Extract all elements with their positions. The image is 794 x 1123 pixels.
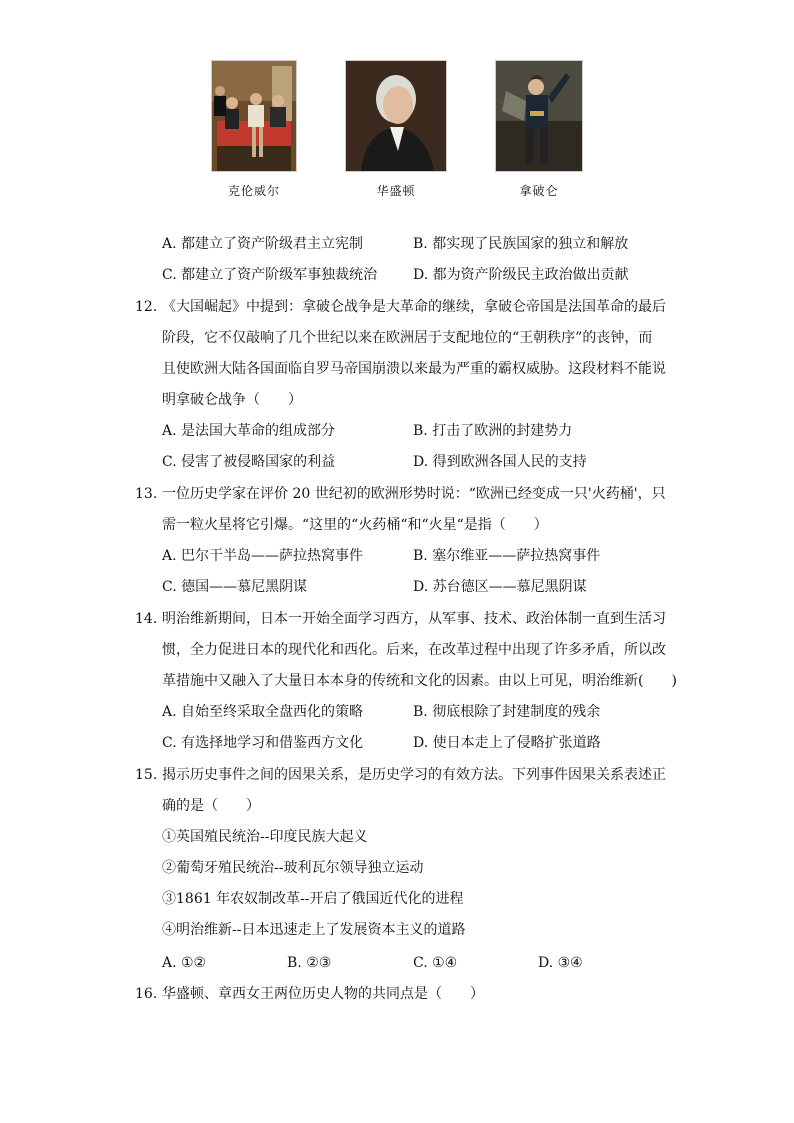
- figure-cromwell: [211, 60, 297, 198]
- q15-item-1: ①英国殖民统治--印度民族大起义: [162, 829, 368, 845]
- q15-option-a: A. ①②: [162, 955, 207, 971]
- q12-line-4: 明拿破仑战争（ ）: [162, 392, 302, 408]
- q14-number: 14.: [135, 611, 158, 627]
- q11-option-c: C. 都建立了资产阶级军事独裁统治: [162, 267, 378, 283]
- q14-line-1: 明治维新期间，日本一开始全面学习西方，从军事、技术、政治体制一直到生活习: [162, 611, 666, 627]
- q14-option-b: B. 彻底根除了封建制度的残余: [413, 704, 601, 720]
- caption-washington: 华盛顿: [376, 184, 416, 198]
- q12-option-d: D. 得到欧洲各国人民的支持: [413, 454, 587, 470]
- q12-line-2: 阶段，它不仅敲响了几个世纪以来在欧洲居于支配地位的“王朝秩序”的丧钟，而: [162, 330, 653, 346]
- washington-portrait: [345, 60, 447, 172]
- q14-line-3: 革措施中又融入了大量日本本身的传统和文化的因素。由以上可见，明治维新( ): [162, 673, 677, 689]
- q16-line-1: 华盛顿、章西女王两位历史人物的共同点是（ ）: [162, 986, 484, 1002]
- q14-line-2: 惯，全力促进日本的现代化和西化。后来，在改革过程中出现了许多矛盾，所以改: [162, 642, 666, 658]
- q13-option-c: C. 德国——慕尼黑阴谋: [162, 579, 308, 595]
- q14-option-d: D. 使日本走上了侵略扩张道路: [413, 735, 601, 751]
- q14-option-a: A. 自始至终采取全盘西化的策略: [162, 704, 364, 720]
- cromwell-painting: [211, 60, 297, 172]
- q13-option-d: D. 苏台德区——慕尼黑阴谋: [413, 579, 587, 595]
- q15-item-4: ④明治维新--日本迅速走上了发展资本主义的道路: [162, 922, 466, 938]
- q12-option-c: C. 侵害了被侵略国家的利益: [162, 454, 336, 470]
- q12-number: 12.: [135, 299, 158, 315]
- q11-option-b: B. 都实现了民族国家的独立和解放: [413, 236, 629, 252]
- q15-item-2: ②葡萄牙殖民统治--玻利瓦尔领导独立运动: [162, 860, 424, 876]
- q13-line-2: 需一粒火星将它引爆。“这里的“火药桶“和“火星“是指（ ）: [162, 517, 548, 533]
- q13-option-a: A. 巴尔干半岛——萨拉热窝事件: [162, 548, 364, 564]
- q12-option-b: B. 打击了欧洲的封建势力: [413, 423, 573, 439]
- q13-number: 13.: [135, 486, 158, 502]
- q12-line-3: 且使欧洲大陆各国面临自罗马帝国崩溃以来最为严重的霸权威胁。这段材料不能说: [162, 361, 666, 377]
- q11-option-a: A. 都建立了资产阶级君主立宪制: [162, 236, 364, 252]
- napoleon-painting: [495, 60, 583, 172]
- q15-number: 15.: [135, 767, 158, 783]
- q12-line-1: 《大国崛起》中提到：拿破仑战争是大革命的继续，拿破仑帝国是法国革命的最后: [162, 299, 666, 315]
- q16-number: 16.: [135, 986, 158, 1002]
- figure-washington: [345, 60, 447, 198]
- q14-option-c: C. 有选择地学习和借鉴西方文化: [162, 735, 364, 751]
- q11-option-d: D. 都为资产阶级民主政治做出贡献: [413, 267, 629, 283]
- q15-line-2: 确的是（ ）: [162, 798, 260, 814]
- q15-option-d: D. ③④: [538, 955, 583, 971]
- q15-line-1: 揭示历史事件之间的因果关系，是历史学习的有效方法。下列事件因果关系表述正: [162, 767, 666, 783]
- caption-cromwell: 克伦威尔: [227, 184, 280, 198]
- q13-option-b: B. 塞尔维亚——萨拉热窝事件: [413, 548, 601, 564]
- q13-line-1: 一位历史学家在评价 20 世纪初的欧洲形势时说：“欧洲已经变成一只'火药桶'，只: [162, 486, 666, 502]
- q15-item-3: ③1861 年农奴制改革--开启了俄国近代化的进程: [162, 891, 464, 907]
- q15-option-b: B. ②③: [287, 955, 332, 971]
- figure-napoleon: [495, 60, 583, 198]
- q12-option-a: A. 是法国大革命的组成部分: [162, 423, 336, 439]
- caption-napoleon: 拿破仑: [519, 184, 559, 198]
- q15-option-c: C. ①④: [413, 955, 458, 971]
